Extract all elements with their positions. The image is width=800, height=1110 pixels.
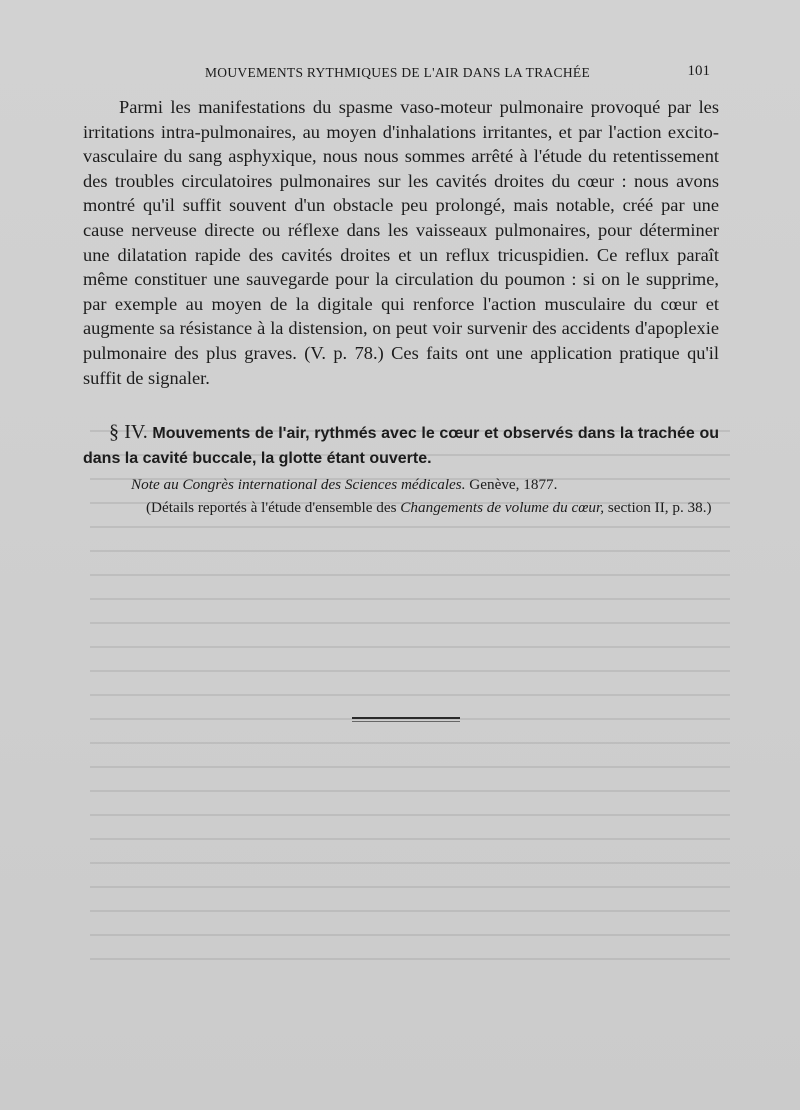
section-heading bbox=[83, 420, 719, 471]
section-title: Mouvements de l'air, rythmés avec le cœur et observés dans la trachée ou dans la cavité buccale, la glotte étant ouverte. bbox=[83, 425, 720, 467]
section-rule-thin bbox=[352, 721, 460, 722]
details-work: Changements de volume du cœur, bbox=[400, 499, 605, 516]
bleed-through bbox=[90, 430, 730, 1030]
page-header bbox=[115, 63, 710, 87]
details-ref: section II, p. 38.) bbox=[607, 499, 712, 516]
note-line bbox=[131, 474, 557, 495]
running-title: MOUVEMENTS RYTHMIQUES DE L'AIR DANS LA TRACHÉE bbox=[205, 65, 590, 80]
section-number: § IV. bbox=[109, 421, 148, 443]
page-number: 101 bbox=[687, 63, 710, 79]
body-paragraph: Parmi les manifestations du spasme vaso-moteur pulmonaire provoqué par les irritations intra-pulmonaires, au moyen d'inhalations irritantes, et par l'action excito-vasculaire du sang asphyxique, nous nous sommes arrêté à l'étude du retentissement des troubles circulatoires pulmonaires sur les cavités droites du cœur : nous avons montré qu'il suffit souvent d'un obstacle peu prolongé, mais notable, créé par une cause nerveuse directe ou réflexe dans les vaisseaux pulmonaires, pour déterminer une dilatation rapide des cavités droites et un reflux tricuspidien. Ce reflux paraît même constituer une sauvegarde pour la circulation du poumon : si on le supprime, par exemple au moyen de la digitale qui renforce l'action musculaire du cœur et augmente sa résistance à la distension, on peut voir survenir des accidents d'apoplexie pulmonaire des plus graves. (V. p. 78.) Ces faits ont une application pratique qu'il suffit de signaler. bbox=[83, 97, 719, 388]
note-source: Note au Congrès international des Sciences médicales. bbox=[131, 476, 466, 493]
details-line bbox=[131, 497, 719, 518]
details-lead: (Détails reportés à l'étude d'ensemble des bbox=[146, 499, 397, 516]
section-rule bbox=[352, 717, 460, 719]
note-place-year: Genève, 1877. bbox=[469, 476, 558, 493]
